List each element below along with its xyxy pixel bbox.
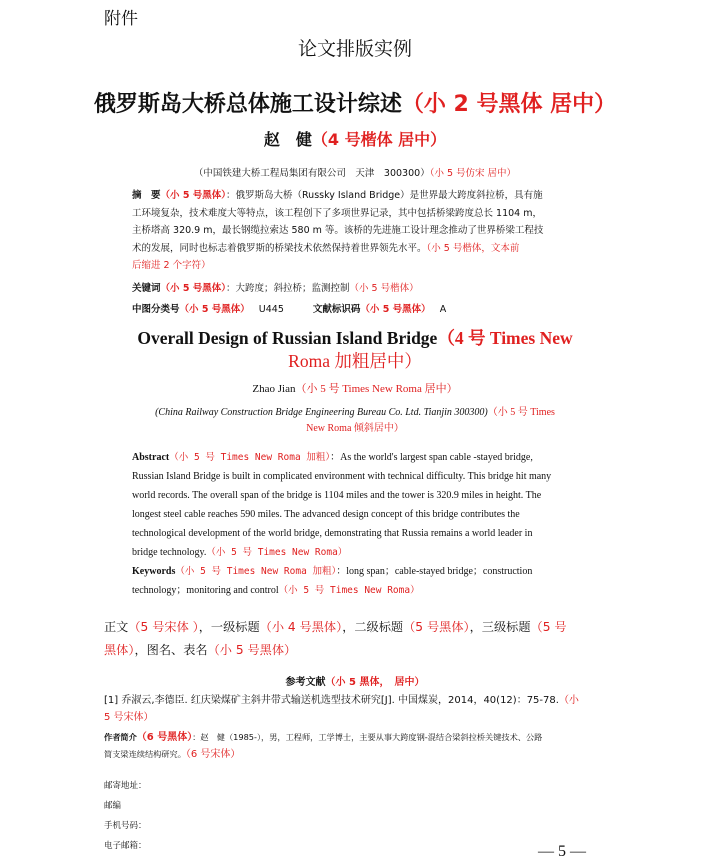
reference-item <box>104 692 614 726</box>
rule-segment: （小 4 号黑体） <box>259 620 343 634</box>
abstract-text: ：俄罗斯岛大桥（Russky Island Bridge）是世界最大跨度斜拉桥，具有施 <box>226 190 543 201</box>
doc-code-format-note: （小 5 号黑体） <box>360 304 431 315</box>
abstract-line: 主桥塔高 320.9 m，最长钢缆拉索达 580 m 等。该桥的先进施工设计理念推动了世界桥梁工程技 <box>132 225 544 236</box>
english-title-text: Overall Design of Russian Island Bridge <box>137 328 438 348</box>
abstract-format-note: （小 5 号楷体，文本前 <box>426 242 520 254</box>
keywords-text: ：大跨度；斜拉桥；监测控制 <box>226 283 350 294</box>
keywords-label-format-note: （小 5 号黑体） <box>160 283 226 294</box>
chinese-title <box>0 87 710 118</box>
doc-code-label: 文献标识码 <box>312 304 361 315</box>
clc-label: 中图分类号 <box>132 304 180 315</box>
contact-postcode: 邮编 <box>104 801 122 811</box>
doc-code-value: A <box>439 304 447 315</box>
body-rules-line-2 <box>104 639 604 662</box>
english-title <box>0 327 710 373</box>
english-author-format-note: （小 5 号 Times New Roma 居中） <box>295 383 458 395</box>
rule-segment: （小 5 号黑体） <box>207 643 297 657</box>
abstract-line: longest steel cable reaches 590 miles. The advanced design concept of this bridge contributes the <box>132 509 520 520</box>
document-title: 论文排版实例 <box>297 38 412 60</box>
rule-segment: ，一级标题 <box>198 620 260 634</box>
chinese-affiliation-format-note: （小 5 号仿宋 居中） <box>429 168 517 179</box>
chinese-abstract <box>132 187 592 275</box>
english-keywords-label: Keywords <box>132 566 176 577</box>
clc-format-note: （小 5 号黑体） <box>179 304 250 315</box>
english-author-name: Zhao Jian <box>252 383 296 395</box>
author-bio-label: 作者简介 <box>104 732 137 742</box>
english-title-format-note-cont: Roma 加粗居中） <box>288 351 422 371</box>
english-affiliation-format-note: （小 5 号 Times <box>487 407 555 418</box>
abstract-line: technological development of the world bridge, demonstrating that Russia remains a world leader in <box>132 528 533 539</box>
rule-segment: （5 号 <box>530 620 567 634</box>
reference-format-note: （小 <box>558 695 579 706</box>
chinese-affiliation-text: （中国铁建大桥工程局集团有限公司 天津 300300） <box>193 168 430 179</box>
chinese-author-format-note: （4 号楷体 居中） <box>311 130 447 149</box>
abstract-line <box>132 187 592 205</box>
english-title-format-note: （4 号 Times New <box>437 328 573 348</box>
keywords-label: 关键词 <box>132 283 161 294</box>
english-abstract-text: ：As the world's largest span cable -stayed bridge, <box>330 452 533 463</box>
rule-segment: ，二级标题 <box>342 620 404 634</box>
english-keywords-format-note: （小 5 号 Times New Roma） <box>278 585 420 596</box>
english-abstract-text: bridge technology. <box>132 547 207 558</box>
english-abstract-label: Abstract <box>132 452 170 463</box>
english-title-line <box>0 327 710 350</box>
chinese-title-format-note: （小 2 号黑体 居中） <box>401 92 617 117</box>
english-affiliation-format-note-cont: New Roma 倾斜居中） <box>306 423 404 434</box>
author-bio-text: ：赵 健（1985-），男，工程师，工学博士，主要从事大跨度钢-混结合梁斜拉桥关键技术、公路 <box>192 732 543 742</box>
english-keywords <box>132 562 612 600</box>
author-bio-text: 简支梁连续结构研究。 <box>104 749 186 759</box>
body-rules-line-1 <box>104 616 604 639</box>
rule-segment: （5 号宋体 ） <box>128 620 199 634</box>
author-bio <box>104 729 614 763</box>
contact-email: 电子邮箱： <box>104 841 147 851</box>
english-author <box>0 380 710 396</box>
rule-segment: ，图名、表名 <box>134 643 208 657</box>
abstract-label-format-note: （小 5 号黑体） <box>160 190 226 201</box>
references-label: 参考文献 <box>285 677 326 688</box>
contact-address: 邮寄地址： <box>104 781 147 791</box>
chinese-affiliation <box>0 165 710 179</box>
references-format-note: （小 5 黑体， 居中） <box>325 677 425 688</box>
english-keywords-text: technology；monitoring and control <box>132 585 279 596</box>
english-abstract-format-note: （小 5 号 Times New Roma） <box>206 547 348 558</box>
english-abstract-label-format-note: （小 5 号 Times New Roma 加粗） <box>169 452 331 463</box>
chinese-author-name: 赵 健 <box>263 130 312 149</box>
english-keywords-text: ：long span；cable-stayed bridge；construction <box>336 566 533 577</box>
english-affiliation-text: (China Railway Construction Bridge Engineering Bureau Co. Ltd. Tianjin 300300) <box>155 407 488 418</box>
keywords-format-note: （小 5 号楷体） <box>349 283 419 294</box>
abstract-line <box>132 240 592 258</box>
chinese-title-text: 俄罗斯岛大桥总体施工设计综述 <box>93 92 402 117</box>
english-affiliation <box>0 405 710 437</box>
english-keywords-label-format-note: （小 5 号 Times New Roma 加粗） <box>175 566 337 577</box>
rule-segment: ，三级标题 <box>469 620 531 634</box>
reference-text: [1] 乔淑云,李德臣. 红庆梁煤矿主斜井带式输送机选型技术研究[J]. 中国煤炭，2014，40(12)：75-78. <box>104 695 559 706</box>
contact-phone: 手机号码： <box>104 821 147 831</box>
rule-segment: （5 号黑体） <box>403 620 470 634</box>
attachment-label: 附件 <box>104 9 138 29</box>
abstract-line <box>132 448 612 467</box>
abstract-label: 摘 要 <box>132 190 161 201</box>
chinese-keywords <box>132 280 419 294</box>
abstract-format-note-cont: 后缩进 2 个字符） <box>132 260 211 271</box>
author-bio-label-format-note: （6 号黑体） <box>136 732 193 743</box>
rule-segment: 黑体） <box>104 643 135 657</box>
rule-segment: 正文 <box>104 620 129 634</box>
abstract-line <box>132 543 612 562</box>
reference-format-note-cont: 5 号宋体） <box>104 712 154 723</box>
classification-line <box>132 301 446 315</box>
abstract-text: 术的发展，同时也标志着俄罗斯的桥梁技术依然保持着世界领先水平。 <box>132 242 427 254</box>
references-heading <box>0 673 710 688</box>
author-bio-format-note: （6 号宋体） <box>185 749 241 760</box>
body-format-rules <box>104 616 604 662</box>
abstract-line: 工环境复杂，技术难度大等特点，该工程创下了多项世界记录，其中包括桥梁跨度总长 1104 m， <box>132 207 542 219</box>
chinese-author <box>0 127 710 150</box>
abstract-line: world records. The overall span of the bridge is 1104 miles and the tower is 320.9 miles in height. The <box>132 490 542 501</box>
page-number: — 5 — <box>538 843 586 860</box>
english-abstract <box>132 448 612 562</box>
abstract-line: Russian Island Bridge is built in complicated environment with technical difficulty. This bridge hit many <box>132 471 552 482</box>
clc-value: U445 <box>258 304 284 315</box>
